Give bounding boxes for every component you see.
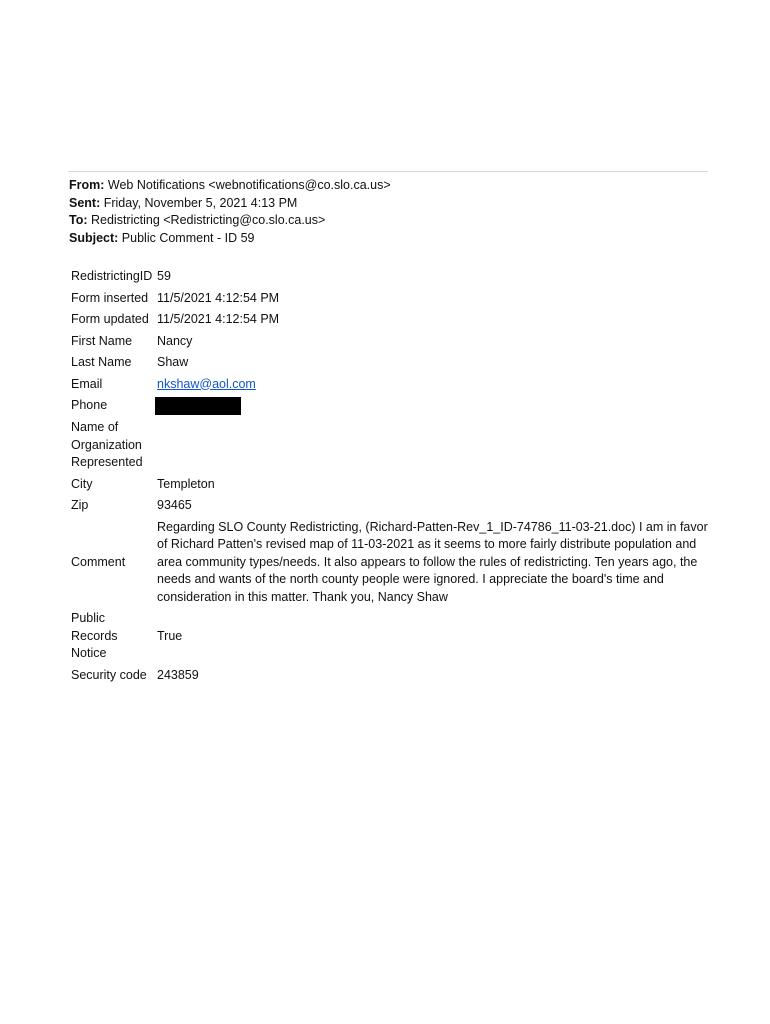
field-value: Templeton: [157, 476, 215, 491]
sent-line: [69, 195, 709, 213]
field-label: Security code: [71, 667, 147, 682]
field-row-form-updated: [69, 309, 711, 331]
field-value: Shaw: [157, 355, 189, 369]
redacted-phone-block: [155, 397, 241, 415]
field-row-phone: [69, 395, 711, 417]
field-value: 11/5/2021 4:12:54 PM: [157, 290, 280, 305]
field-label: Zip: [71, 498, 89, 512]
from-line: [69, 177, 709, 195]
subject-label: Subject:: [69, 230, 119, 245]
field-label: First Name: [71, 333, 133, 348]
field-row-zip: [69, 495, 711, 517]
sent-value: Friday, November 5, 2021 4:13 PM: [103, 195, 298, 210]
field-value: Nancy: [157, 333, 193, 348]
field-row-security-code: [69, 665, 711, 687]
field-row-redistricting-id: [69, 266, 711, 288]
field-value: True: [157, 628, 183, 643]
field-row-city: [69, 474, 711, 496]
field-label: Name of Organization Represented: [71, 420, 143, 469]
field-row-comment: [69, 517, 711, 609]
field-row-last-name: [69, 352, 711, 374]
field-label: Form updated: [71, 312, 149, 326]
form-fields-table: [69, 266, 711, 686]
to-value: Redistricting <Redistricting@co.slo.ca.us>: [91, 213, 326, 227]
field-row-organization: [69, 417, 711, 474]
field-value: 59: [157, 269, 171, 283]
field-row-email: [69, 374, 711, 396]
field-label: Last Name: [71, 355, 132, 369]
from-label: From:: [69, 178, 105, 192]
header-divider: [68, 171, 708, 172]
field-label: City: [71, 476, 93, 491]
field-label: Form inserted: [71, 290, 149, 305]
sent-label: Sent:: [69, 195, 101, 210]
field-label: Phone: [71, 398, 108, 413]
field-value: 243859: [157, 667, 199, 682]
email-header: [69, 177, 709, 247]
field-value: 93465: [157, 498, 192, 512]
to-line: [69, 212, 709, 230]
field-row-first-name: [69, 331, 711, 353]
field-label: Email: [71, 376, 103, 391]
email-link[interactable]: nkshaw@aol.com: [157, 376, 256, 391]
from-value: Web Notifications <webnotifications@co.slo.ca.us>: [107, 178, 391, 192]
comment-text: Regarding SLO County Redistricting, (Richard-Patten-Rev_1_ID-74786_11-03-21.doc) I am in favor of Richard Patten's revised map of 11-03-2021 as it seems to more fairly distribute population and area community types/needs. It also appears to follow the rules of redistricting. Ten years ago, the needs and wants of the north county people were ignored. I appreciate the board's time and consideration in this matter. Thank you, Nancy Shaw: [157, 519, 708, 604]
field-value: [155, 417, 711, 474]
subject-value: Public Comment - ID 59: [121, 230, 255, 245]
field-row-form-inserted: [69, 288, 711, 310]
field-value: 11/5/2021 4:12:54 PM: [157, 312, 280, 326]
field-label: RedistrictingID: [71, 269, 153, 283]
to-label: To:: [69, 213, 88, 227]
field-label: Public Records Notice: [71, 611, 118, 660]
subject-line: [69, 230, 709, 248]
field-row-public-records-notice: [69, 608, 711, 665]
field-label: Comment: [71, 554, 126, 569]
